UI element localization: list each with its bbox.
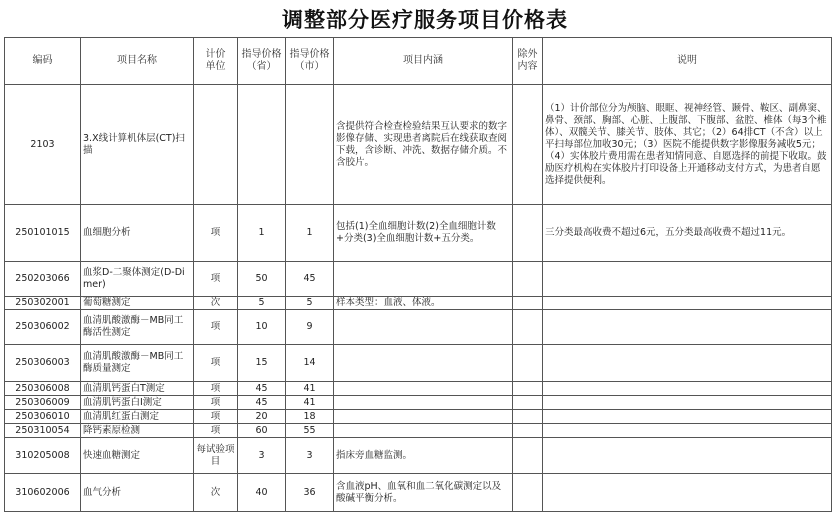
- cell-unit: 项: [194, 410, 238, 424]
- cell-price-city: 5: [286, 297, 334, 310]
- cell-content: [334, 345, 513, 382]
- cell-price-prov: 15: [238, 345, 286, 382]
- cell-price-prov: 40: [238, 474, 286, 512]
- cell-content: 含提供符合检查检验结果互认要求的数字影像存储、实现患者离院后在线获取查阅下载，含诊断、冲洗、数据存储介质。不含胶片。: [334, 85, 513, 205]
- cell-name: 血清肌钙蛋白T测定: [81, 382, 194, 396]
- cell-excluded: [513, 410, 543, 424]
- cell-excluded: [513, 262, 543, 297]
- cell-note: [543, 262, 832, 297]
- table-row: [5, 396, 832, 410]
- cell-unit: 每试验项目: [194, 438, 238, 474]
- cell-code: 250306003: [5, 345, 81, 382]
- cell-price-city: [286, 85, 334, 205]
- table-row: [5, 205, 832, 262]
- cell-price-city: 41: [286, 396, 334, 410]
- table-row: [5, 438, 832, 474]
- cell-name: 血浆D-二聚体测定(D-Dimer): [81, 262, 194, 297]
- cell-price-city: 41: [286, 382, 334, 396]
- cell-content: 指床旁血糖监测。: [334, 438, 513, 474]
- table-row: [5, 262, 832, 297]
- cell-note: [543, 438, 832, 474]
- cell-price-city: 55: [286, 424, 334, 438]
- cell-excluded: [513, 297, 543, 310]
- cell-price-prov: 5: [238, 297, 286, 310]
- cell-name: 快速血糖测定: [81, 438, 194, 474]
- cell-content: [334, 262, 513, 297]
- cell-code: 250306009: [5, 396, 81, 410]
- table-row: [5, 310, 832, 345]
- column-header-name: 项目名称: [81, 38, 194, 85]
- cell-price-prov: [238, 85, 286, 205]
- cell-name: 葡萄糖测定: [81, 297, 194, 310]
- column-header-price-prov: 指导价格 （省）: [238, 38, 286, 85]
- cell-note: [543, 310, 832, 345]
- table-row: [5, 297, 832, 310]
- cell-price-city: 36: [286, 474, 334, 512]
- cell-note: [543, 424, 832, 438]
- table-row: [5, 410, 832, 424]
- cell-price-prov: 1: [238, 205, 286, 262]
- column-header-code: 编码: [5, 38, 81, 85]
- cell-excluded: [513, 424, 543, 438]
- column-header-excluded: 除外 内容: [513, 38, 543, 85]
- cell-excluded: [513, 85, 543, 205]
- cell-code: 250306002: [5, 310, 81, 345]
- cell-content: [334, 424, 513, 438]
- cell-name: 血清肌酸激酶－MB同工酶质量测定: [81, 345, 194, 382]
- cell-unit: [194, 85, 238, 205]
- cell-content: 包括(1)全血细胞计数(2)全血细胞计数+分类(3)全血细胞计数+五分类。: [334, 205, 513, 262]
- cell-unit: 项: [194, 262, 238, 297]
- cell-name: 血清肌钙蛋白Ⅰ测定: [81, 396, 194, 410]
- table-row: [5, 474, 832, 512]
- cell-code: 250101015: [5, 205, 81, 262]
- cell-unit: 次: [194, 297, 238, 310]
- cell-excluded: [513, 396, 543, 410]
- column-header-price-city: 指导价格 （市）: [286, 38, 334, 85]
- cell-code: 250306010: [5, 410, 81, 424]
- cell-name: 血清肌红蛋白测定: [81, 410, 194, 424]
- cell-excluded: [513, 474, 543, 512]
- table-row: [5, 85, 832, 205]
- table-row: [5, 382, 832, 396]
- cell-excluded: [513, 205, 543, 262]
- cell-note: [543, 297, 832, 310]
- cell-note: [543, 382, 832, 396]
- cell-note: （1）计价部位分为颅脑、眼眶、视神经管、颞骨、鞍区、副鼻窦、鼻骨、颈部、胸部、心脏、上腹部、下腹部、盆腔、椎体（每3个椎体）、双髋关节、膝关节、肢体、其它；（2）64排CT（不含）以上平扫每部位加收30元；（3）医院不能提供数字影像服务减收5元；（4）实体胶片费用需在患者知情同意、自愿选择的前提下收取。鼓励医疗机构在实体胶片打印设备上开通移动支付方式，为患者自愿选择提供便利。: [543, 85, 832, 205]
- cell-excluded: [513, 382, 543, 396]
- cell-unit: 项: [194, 396, 238, 410]
- cell-code: 250306008: [5, 382, 81, 396]
- cell-name: 血清肌酸激酶－MB同工酶活性测定: [81, 310, 194, 345]
- cell-price-prov: 20: [238, 410, 286, 424]
- price-table: [4, 37, 832, 512]
- cell-name: 降钙素原检测: [81, 424, 194, 438]
- cell-note: [543, 474, 832, 512]
- table-row: [5, 345, 832, 382]
- cell-price-prov: 3: [238, 438, 286, 474]
- cell-price-prov: 60: [238, 424, 286, 438]
- cell-unit: 项: [194, 310, 238, 345]
- cell-code: 250302001: [5, 297, 81, 310]
- cell-name: 血细胞分析: [81, 205, 194, 262]
- cell-content: 样本类型：血液、体液。: [334, 297, 513, 310]
- cell-excluded: [513, 345, 543, 382]
- cell-price-prov: 50: [238, 262, 286, 297]
- cell-code: 250310054: [5, 424, 81, 438]
- cell-code: 2103: [5, 85, 81, 205]
- page-title: 调整部分医疗服务项目价格表: [282, 7, 568, 32]
- cell-name: 血气分析: [81, 474, 194, 512]
- cell-unit: 项: [194, 382, 238, 396]
- cell-unit: 项: [194, 205, 238, 262]
- cell-unit: 次: [194, 474, 238, 512]
- cell-price-city: 1: [286, 205, 334, 262]
- cell-excluded: [513, 438, 543, 474]
- cell-price-prov: 45: [238, 382, 286, 396]
- cell-content: [334, 410, 513, 424]
- cell-code: 250203066: [5, 262, 81, 297]
- cell-content: [334, 382, 513, 396]
- cell-note: [543, 410, 832, 424]
- cell-price-city: 9: [286, 310, 334, 345]
- cell-content: [334, 396, 513, 410]
- cell-note: [543, 396, 832, 410]
- cell-note: 三分类最高收费不超过6元，五分类最高收费不超过11元。: [543, 205, 832, 262]
- column-header-note: 说明: [543, 38, 832, 85]
- table-row: [5, 424, 832, 438]
- cell-content: [334, 310, 513, 345]
- column-header-unit: 计价 单位: [194, 38, 238, 85]
- cell-price-prov: 10: [238, 310, 286, 345]
- cell-price-city: 45: [286, 262, 334, 297]
- cell-code: 310602006: [5, 474, 81, 512]
- cell-unit: 项: [194, 345, 238, 382]
- cell-code: 310205008: [5, 438, 81, 474]
- cell-content: 含血液pH、血氧和血二氧化碳测定以及酸碱平衡分析。: [334, 474, 513, 512]
- cell-price-prov: 45: [238, 396, 286, 410]
- cell-price-city: 18: [286, 410, 334, 424]
- cell-excluded: [513, 310, 543, 345]
- table-header: [5, 38, 832, 85]
- cell-price-city: 3: [286, 438, 334, 474]
- column-header-content: 项目内涵: [334, 38, 513, 85]
- cell-price-city: 14: [286, 345, 334, 382]
- cell-note: [543, 345, 832, 382]
- cell-name: 3.X线计算机体层(CT)扫描: [81, 85, 194, 205]
- cell-unit: 项: [194, 424, 238, 438]
